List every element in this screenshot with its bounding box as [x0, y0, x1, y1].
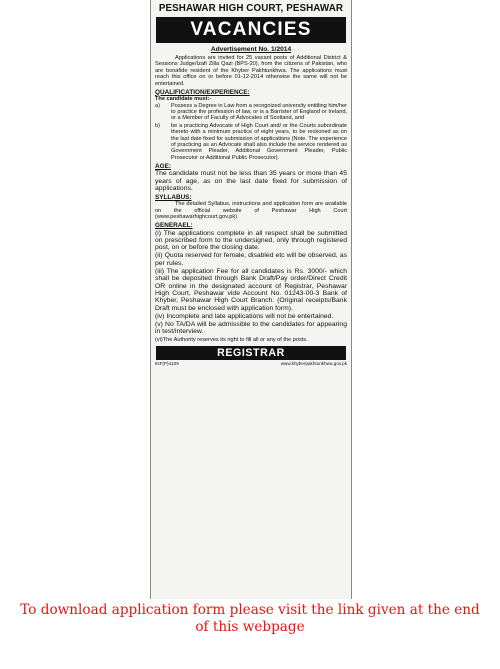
syllabus-text: The detailed Syllabus, instructions and application form are available on the official website of Peshawar High Court (www.peshawarhighcourt.gov.pk) [155, 201, 347, 221]
item-text: Possess a Degree in Law from a recognized university entitling him/her to practice the profession of law, or is a Barrister of England or Ireland, or a Member of Faculty of Advocates of Scotland, and [171, 102, 347, 122]
general-item: (vi)The Authority reserves its right to fill all or any of the posts. [155, 336, 308, 343]
qualification-item [155, 123, 347, 161]
download-note [0, 602, 500, 636]
qualification-lead: The candidate must:- [155, 96, 212, 103]
registrar-signatory: REGISTRAR [156, 346, 346, 360]
age-heading: AGE: [155, 162, 171, 170]
qualification-heading: QUALIFICATION/EXPERIENCE: [155, 88, 250, 96]
court-name: PESHAWAR HIGH COURT, PESHAWAR [158, 3, 344, 14]
age-text: The candidate must not be less than 35 years or more than 45 years of age, as on the last date fixed for submission of applications. [155, 170, 347, 192]
general-item: (iii) The application Fee for all candidates is Rs. 3000/- which shall be deposited through Bank Draft/Pay order/Direct Credit OR online in the designated account of Registrar, Peshawar High Court, Peshawar vide Account No. 01243-00-3 Bank of Khyber, Peshawar High Court Branch. (Original receipts/Bank Draft must be enclosed with application form). [155, 268, 347, 312]
inf-code: INF(P)4109 [155, 361, 179, 367]
vacancies-banner: VACANCIES [156, 17, 346, 43]
vacancy-advertisement [150, 0, 352, 599]
ad-footer [155, 361, 347, 367]
general-item: (i) The applications complete in all respect shall be submitted on prescribed form to the undersigned, only through registered post, on or before the closing date. [155, 229, 347, 252]
general-item: (ii) Quota reserved for female, disabled etc will be observed, as per rules. [155, 252, 347, 267]
item-marker: a) [155, 102, 160, 109]
general-item: (v) No TA/DA will be admissible to the candidates for appearing in test/interview. [155, 321, 347, 336]
item-marker: b) [155, 122, 160, 129]
intro-paragraph: Applications are invited for 25 vacant posts of Additional District & Sessions Judge/Izafi Zilla Qazi (BPS-20), from the citizens of Pakistan, who are bonafide resident of the Khyber Pakhtunkhwa. The applications must reach this office on or before 01-12-2014 otherwise the same will not be entertained. [155, 55, 347, 87]
download-note-line: To download application form please visit the link given at the end [20, 602, 480, 618]
qualification-item [155, 103, 347, 122]
download-note-line: of this webpage [195, 619, 305, 635]
general-heading: GENERAEL: [155, 221, 193, 229]
advertisement-number: Advertisement No. 1/2014 [210, 46, 292, 53]
website-text: www.khyberpakhtunkhwa.gov.pk [280, 361, 347, 367]
item-text: be a practicing Advocate of High Court and/ or the Courts subordinate thereto with a minimum practice of eight years, to be reckoned as on the last date fixed for submission of applications (Note. The experience of practicing as an Advocate shall also include the service rendered as Government Pleader, Additional Government Pleader, Public Prosecutor or Additional Public Prosecutor). [171, 122, 347, 161]
general-item: (iv) Incomplete and late applications will not be entertained. [155, 312, 334, 320]
syllabus-heading: SYLLABUS: [155, 193, 192, 201]
